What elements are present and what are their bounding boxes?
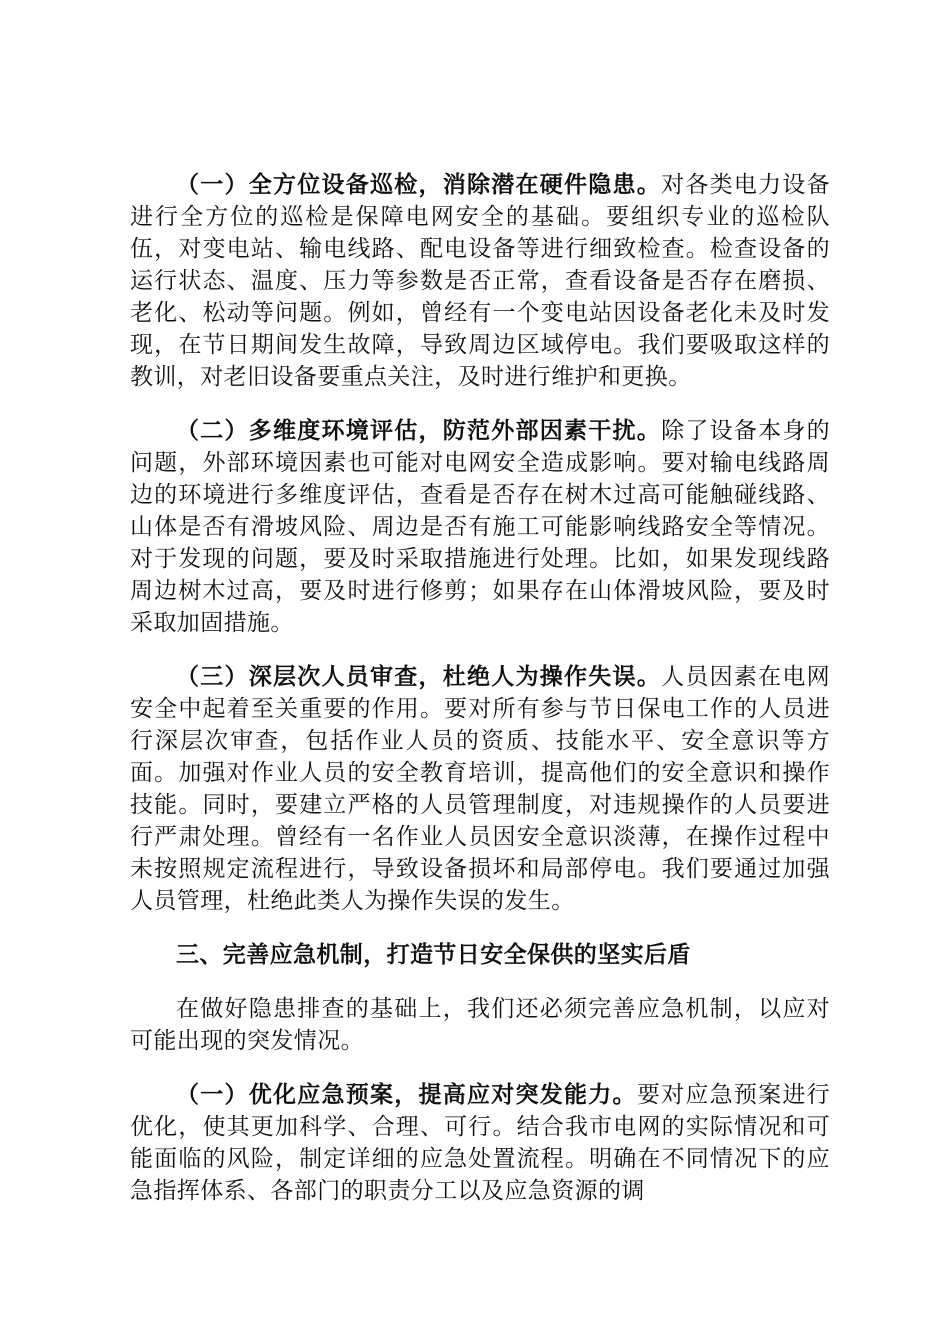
paragraph-body: 除了设备本身的问题，外部环境因素也可能对电网安全造成影响。要对输电线路周边的环境进行多维度评估，查看是否存在树木过高可能触碰线路、山体是否有滑坡风险、周边是否有施工可能影响线路安全等情况。对于发现的问题，要及时采取措施进行处理。比如，如果发现线路周边树木过高，要及时进行修剪；如果存在山体滑坡风险，要及时采取加固措施。: [130, 418, 830, 636]
paragraph-body: 要对应急预案进行优化，使其更加科学、合理、可行。结合我市电网的实际情况和可能面临的风险，制定详细的应急处置流程。明确在不同情况下的应急指挥体系、各部门的职责分工以及应急资源的调: [130, 1082, 831, 1204]
paragraph-lead: （一）优化应急预案，提高应对突发能力。: [176, 1082, 637, 1108]
paragraph-emergency-plan: [130, 1079, 830, 1207]
paragraph-body: 对各类电力设备进行全方位的巡检是保障电网安全的基础。要组织专业的巡检队伍，对变电站、输电线路、配电设备等进行细致检查。检查设备的运行状态、温度、压力等参数是否正常，查看设备是否存在磨损、老化、松动等问题。例如，曾经有一个变电站因设备老化未及时发现，在节日期间发生故障，导致周边区域停电。我们要吸取这样的教训，对老旧设备要重点关注，及时进行维护和更换。: [130, 172, 830, 390]
paragraph-lead: （一）全方位设备巡检，消除潜在硬件隐患。: [176, 172, 662, 198]
paragraph-lead: （二）多维度环境评估，防范外部因素干扰。: [176, 418, 662, 444]
section-heading: 三、完善应急机制，打造节日安全保供的坚实后盾: [176, 942, 691, 968]
section-intro: 在做好隐患排查的基础上，我们还必须完善应急机制，以应对可能出现的突发情况。: [130, 996, 830, 1054]
paragraph-environment-assessment: [130, 415, 830, 639]
paragraph-personnel-review: [130, 661, 830, 917]
paragraph-body: 人员因素在电网安全中起着至关重要的作用。要对所有参与节日保电工作的人员进行深层次审查，包括作业人员的资质、技能水平、安全意识等方面。加强对作业人员的安全教育培训，提高他们的安全意识和操作技能。同时，要建立严格的人员管理制度，对违规操作的人员要进行严肃处理。曾经有一名作业人员因安全意识淡薄，在操作过程中未按照规定流程进行，导致设备损坏和局部停电。我们要通过加强人员管理，杜绝此类人为操作失误的发生。: [130, 664, 830, 914]
paragraph-equipment-inspection: [130, 169, 830, 393]
document-page: [130, 169, 830, 1229]
paragraph-lead: （三）深层次人员审查，杜绝人为操作失误。: [176, 664, 662, 690]
